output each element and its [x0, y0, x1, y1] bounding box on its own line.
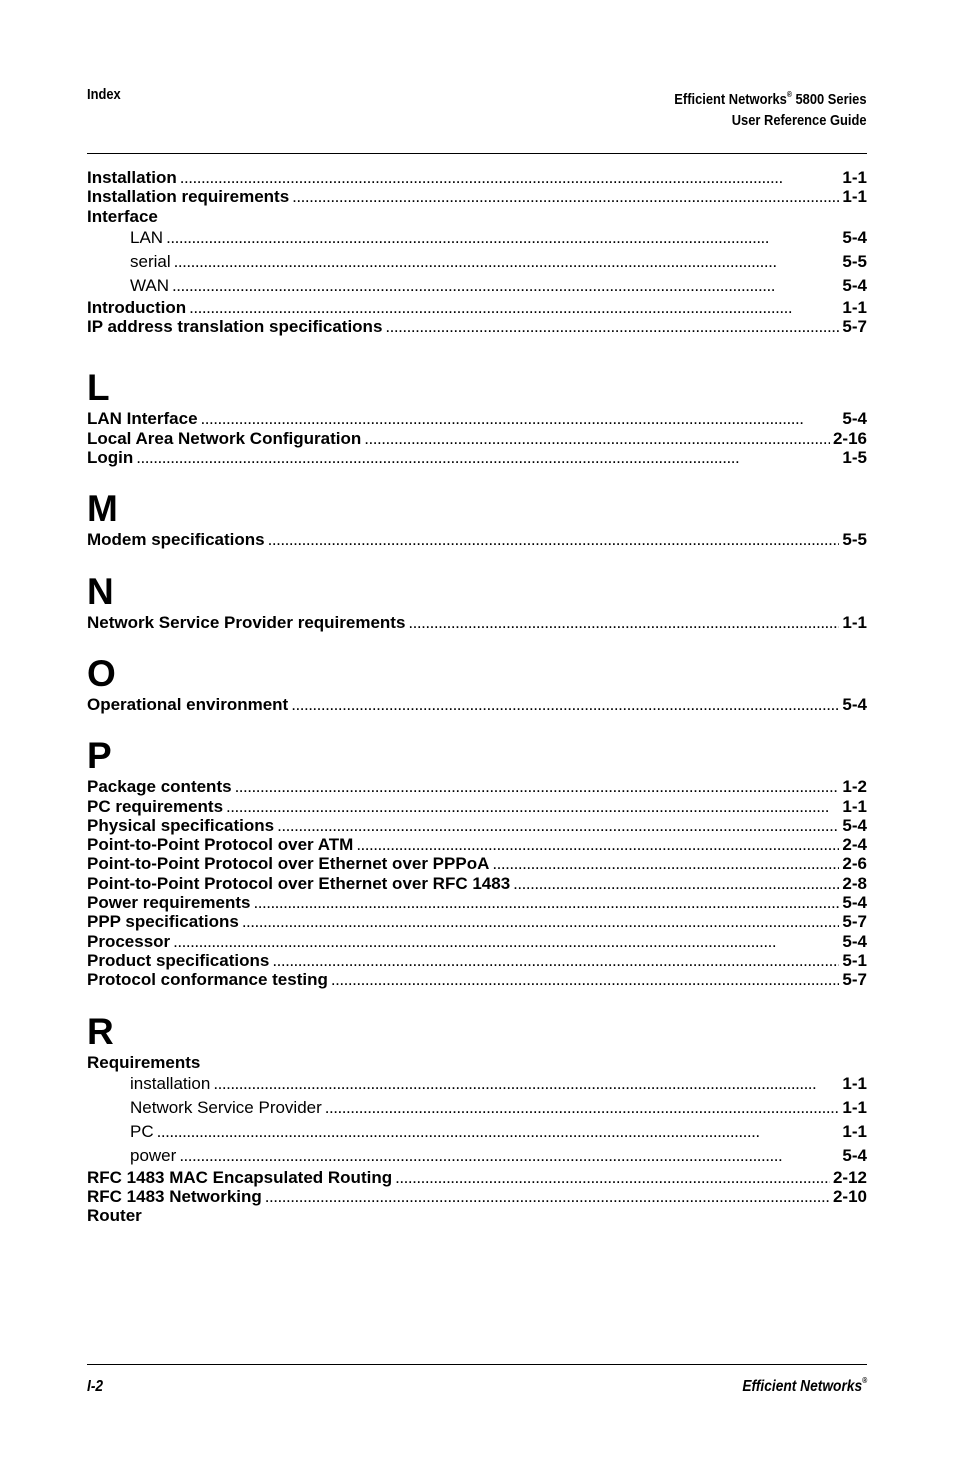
index-entry: Installation . . . 1-1: [87, 168, 867, 187]
index-entry: Introduction . . . 1-1: [87, 298, 867, 317]
index-entry: Physical specifications . . . 5-4: [87, 816, 867, 835]
index-entry: PC requirements . . . 1-1: [87, 797, 867, 816]
index-subentry: power . . . 5-4: [87, 1144, 867, 1168]
index-entry: PPP specifications . . . 5-7: [87, 912, 867, 931]
running-header-section: Index: [87, 86, 121, 103]
footer-rule: [87, 1364, 867, 1365]
index-entry: Operational environment . . . 5-4: [87, 695, 867, 714]
index-entry: RFC 1483 MAC Encapsulated Routing . . . 2-12: [87, 1168, 867, 1187]
section-letter-o: O: [87, 652, 116, 694]
index-entry: Package contents . . . 1-2: [87, 777, 867, 796]
header-series: 5800 Series: [792, 91, 867, 108]
index-entry: Protocol conformance testing . . . 5-7: [87, 970, 867, 989]
index-entry-router: Router: [87, 1206, 142, 1226]
index-entry: Installation requirements . . . 1-1: [87, 187, 867, 206]
index-entry: Point-to-Point Protocol over ATM . . . 2-4: [87, 835, 867, 854]
index-entry: Login . . . 1-5: [87, 448, 867, 467]
index-entry-requirements: Requirements: [87, 1052, 201, 1072]
section-letter-r: R: [87, 1010, 114, 1052]
section-letter-p: P: [87, 735, 112, 777]
header-guide: User Reference Guide: [732, 112, 867, 129]
index-subentry: WAN . . . 5-4: [87, 274, 867, 298]
section-letter-l: L: [87, 367, 110, 409]
header-rule: [87, 153, 867, 154]
index-entry: Point-to-Point Protocol over Ethernet over PPPoA . . . 2-6: [87, 854, 867, 873]
registered-mark: ®: [861, 1376, 867, 1385]
footer-brand: Efficient Networks®: [742, 1376, 867, 1395]
index-entry: IP address translation specifications . . . 5-7: [87, 317, 867, 336]
index-entry: Local Area Network Configuration . . . 2-16: [87, 429, 867, 448]
index-entry: Modem specifications . . . 5-5: [87, 530, 867, 549]
index-entry: Network Service Provider requirements . . . 1-1: [87, 613, 867, 632]
index-entry-interface: Interface: [87, 206, 158, 226]
index-entry: Power requirements . . . 5-4: [87, 893, 867, 912]
page-number: I-2: [87, 1378, 104, 1395]
section-letter-m: M: [87, 488, 118, 530]
index-entry: LAN Interface . . . 5-4: [87, 409, 867, 428]
index-entry: Product specifications . . . 5-1: [87, 951, 867, 970]
header-brand: Efficient Networks: [674, 91, 788, 108]
running-header-title: [675, 84, 867, 131]
registered-mark: ®: [787, 90, 793, 99]
index-content: [87, 168, 867, 1226]
section-letter-n: N: [87, 570, 114, 612]
index-subentry: LAN . . . 5-4: [87, 226, 867, 250]
index-subentry: installation . . . 1-1: [87, 1072, 867, 1096]
index-subentry: Network Service Provider . . . 1-1: [87, 1096, 867, 1120]
index-subentry: PC . . . 1-1: [87, 1120, 867, 1144]
index-entry: Point-to-Point Protocol over Ethernet over RFC 1483 . . . 2-8: [87, 874, 867, 893]
index-subentry: serial . . . 5-5: [87, 250, 867, 274]
index-entry: Processor . . . 5-4: [87, 932, 867, 951]
index-entry: RFC 1483 Networking . . . 2-10: [87, 1187, 867, 1206]
